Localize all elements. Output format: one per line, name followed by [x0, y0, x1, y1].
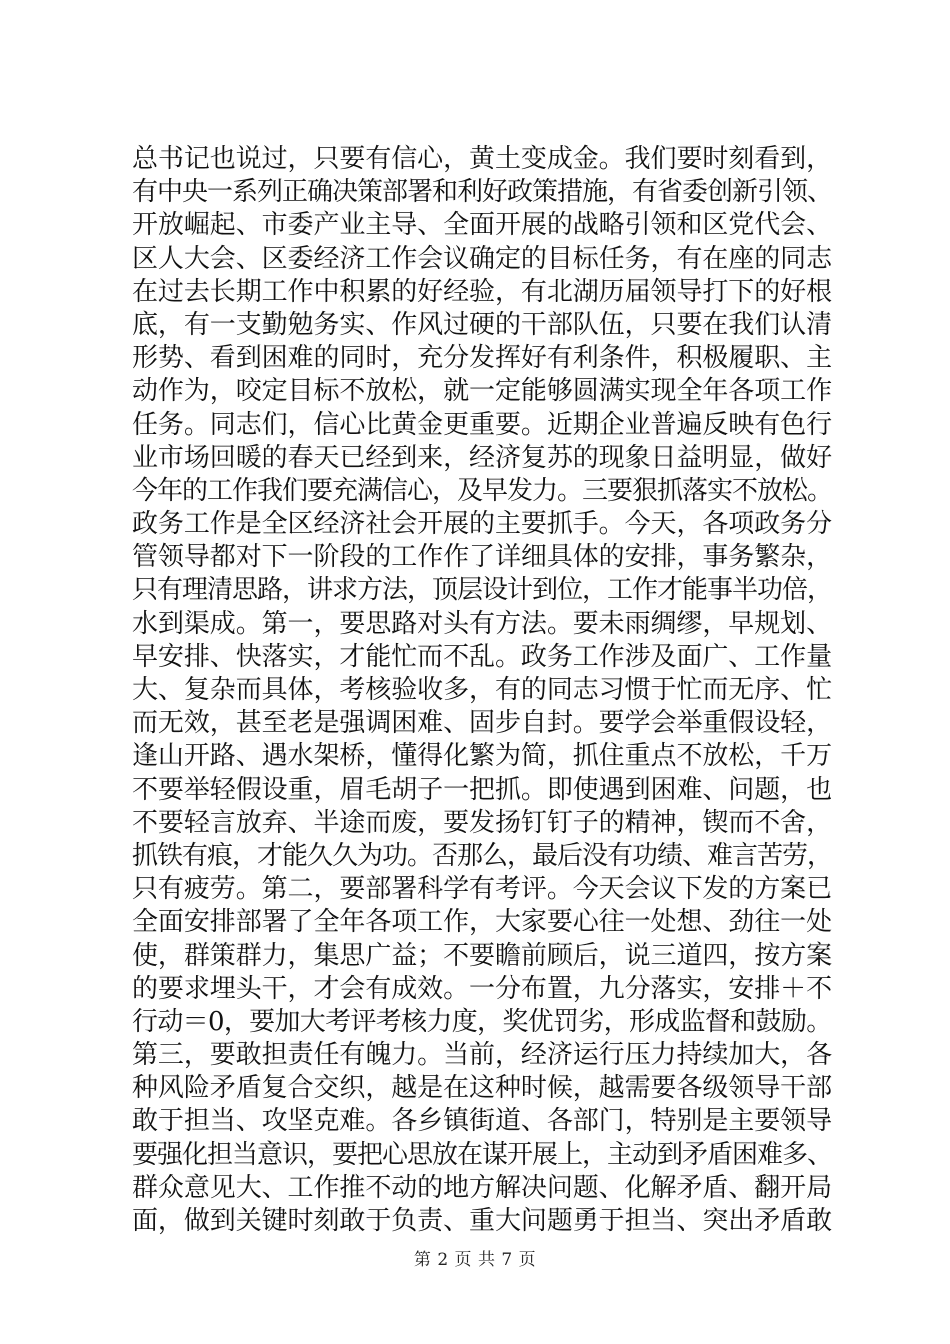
text-line: 而无效，甚至老是强调困难、固步自封。要学会举重假设轻， [132, 708, 833, 739]
text-line: 总书记也说过，只要有信心，黄土变成金。我们要时刻看到， [132, 144, 833, 174]
text-line: 动作为，咬定目标不放松，就一定能够圆满实现全年各项工作 [132, 376, 833, 407]
text-line: 面，做到关键时刻敢于负责、重大问题勇于担当、突出矛盾敢 [132, 1206, 833, 1236]
text-line: 底，有一支勤勉务实、作风过硬的干部队伍，只要在我们认清 [132, 309, 833, 340]
body-text [132, 143, 832, 1238]
text-line: 不要举轻假设重，眉毛胡子一把抓。即使遇到困难、问题，也 [132, 774, 833, 805]
text-line: 只有理清思路，讲求方法，顶层设计到位，工作才能事半功倍， [132, 575, 833, 606]
text-line: 形势、看到困难的同时，充分发挥好有利条件，积极履职、主 [132, 343, 833, 374]
text-line: 开放崛起、市委产业主导、全面开展的战略引领和区党代会、 [132, 210, 833, 241]
text-line: 业市场回暖的春天已经到来，经济复苏的现象日益明显，做好 [132, 442, 833, 473]
text-line: 要强化担当意识，要把心思放在谋开展上，主动到矛盾困难多、 [132, 1139, 833, 1170]
text-line: 不要轻言放弃、半途而废，要发扬钉钉子的精神，锲而不舍， [132, 807, 833, 838]
text-line: 敢于担当、攻坚克难。各乡镇街道、各部门，特别是主要领导 [132, 1106, 833, 1137]
text-line: 种风险矛盾复合交织，越是在这种时候，越需要各级领导干部 [132, 1073, 833, 1104]
text-line: 早安排、快落实，才能忙而不乱。政务工作涉及面广、工作量 [132, 641, 833, 672]
text-line: 逢山开路、遇水架桥，懂得化繁为简，抓住重点不放松，千万 [132, 741, 833, 772]
text-line: 有中央一系列正确决策部署和利好政策措施，有省委创新引领、 [132, 177, 833, 208]
text-line: 的要求埋头干，才会有成效。一分布置，九分落实，安排＋不 [132, 973, 833, 1004]
text-line: 任务。同志们，信心比黄金更重要。近期企业普遍反映有色行 [132, 409, 833, 440]
text-line: 行动＝0，要加大考评考核力度，奖优罚劣，形成监督和鼓励。 [132, 1006, 832, 1037]
text-line: 使，群策群力，集思广益；不要瞻前顾后，说三道四，按方案 [132, 940, 833, 971]
text-line: 今年的工作我们要充满信心，及早发力。三要狠抓落实不放松。 [132, 475, 833, 506]
text-line: 政务工作是全区经济社会开展的主要抓手。今天，各项政务分 [132, 509, 833, 540]
text-line: 全面安排部署了全年各项工作，大家要心往一处想、劲往一处 [132, 907, 833, 938]
text-line: 区人大会、区委经济工作会议确定的目标任务，有在座的同志 [132, 243, 833, 274]
text-line: 大、复杂而具体，考核验收多，有的同志习惯于忙而无序、忙 [132, 675, 833, 705]
text-line: 管领导都对下一阶段的工作作了详细具体的安排，事务繁杂， [132, 542, 833, 573]
text-line: 群众意见大、工作推不动的地方解决问题、化解矛盾、翻开局 [132, 1172, 833, 1203]
text-line: 在过去长期工作中积累的好经验，有北湖历届领导打下的好根 [132, 276, 833, 307]
text-line: 水到渠成。第一，要思路对头有方法。要未雨绸缪，早规划、 [132, 608, 833, 639]
text-line: 只有疲劳。第二，要部署科学有考评。今天会议下发的方案已 [132, 874, 833, 905]
page-number-footer: 第 2 页 共 7 页 [413, 1250, 537, 1270]
text-line: 第三，要敢担责任有魄力。当前，经济运行压力持续加大，各 [132, 1040, 833, 1071]
text-line: 抓铁有痕，才能久久为功。否那么，最后没有功绩、难言苦劳， [132, 840, 833, 871]
